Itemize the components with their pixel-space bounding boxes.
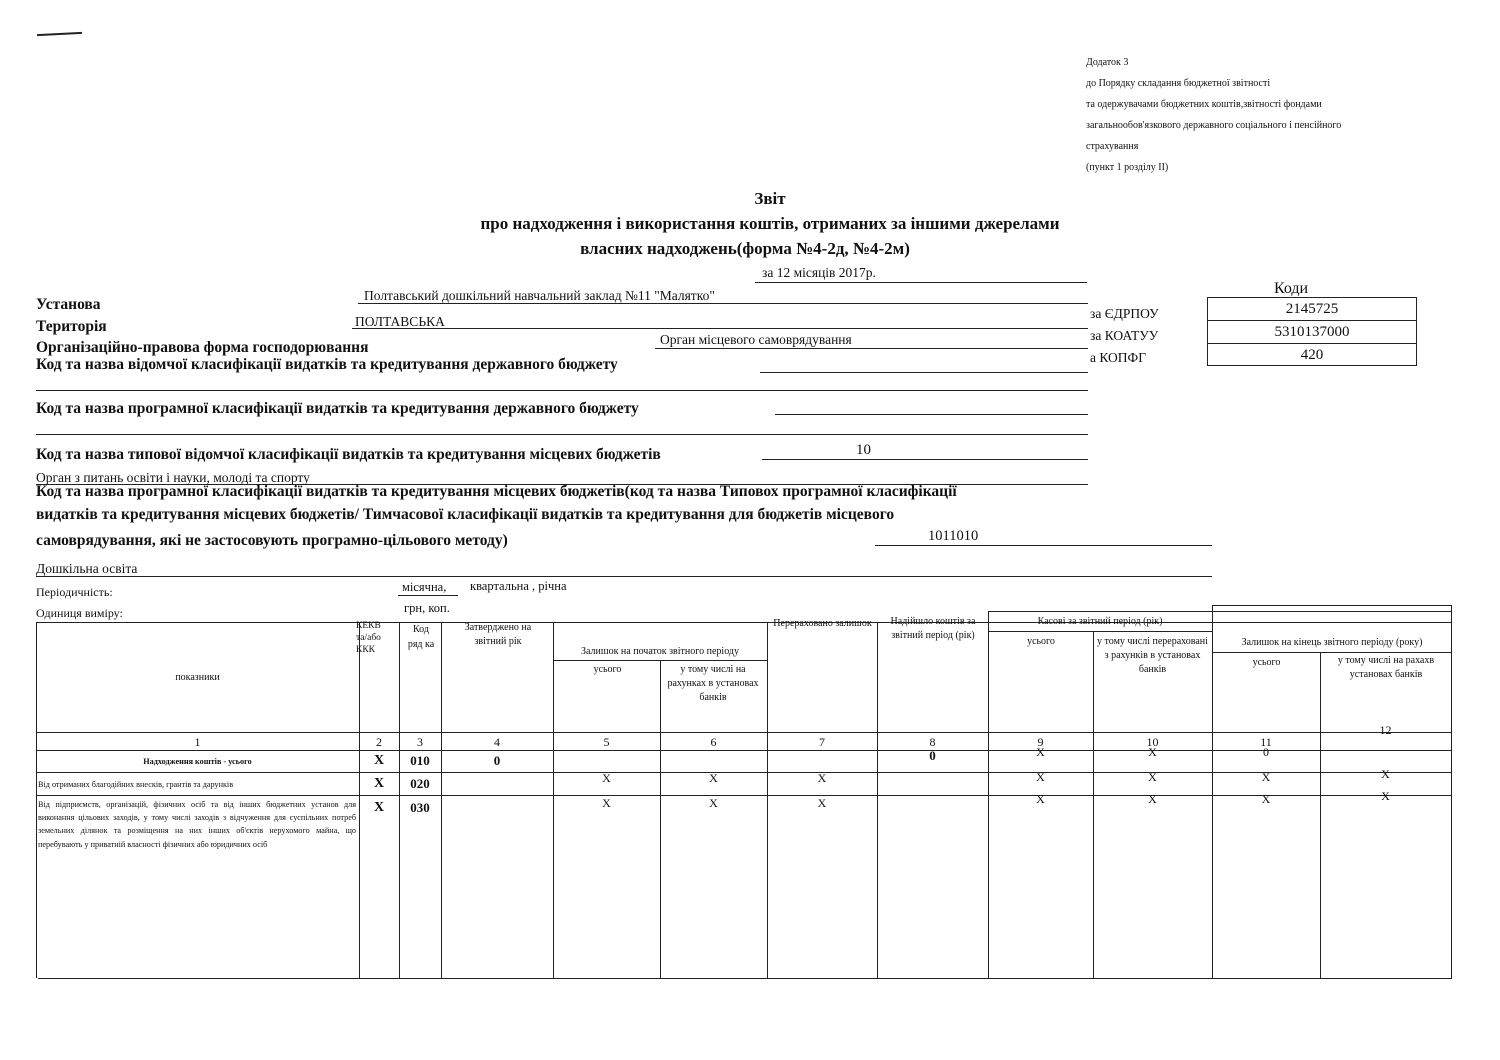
table-cell: Х	[373, 753, 385, 768]
th-balance-start-total: усього	[593, 664, 622, 675]
table-row-label: Від отриманих благодійних внесків, грантів та дарунків	[38, 780, 234, 789]
koatuu-value: 5310137000	[1208, 321, 1416, 344]
table-row-label: Від підприємств, організацій, фізичних осіб та від інших бюджетних установ для виконання цільових заходів, у тому числі заходів з відчуження для суспільних потреб земельних ділянок та розміщення на них інших об'єктів нерухомого майна, що перебувають у приватній власності фізичних або юридичних осіб	[38, 800, 356, 849]
typical-dept-code: 10	[856, 442, 871, 458]
col-number: 5	[603, 735, 610, 749]
th-indicators: показники	[175, 672, 220, 683]
periodicity-value-2: квартальна , річна	[470, 579, 567, 593]
codes-box	[1207, 297, 1417, 366]
edrpou-label: за ЄДРПОУ	[1090, 306, 1159, 321]
table-cell: Х	[817, 771, 827, 785]
local-prog-code: 1011010	[928, 528, 979, 544]
local-prog-name: Дошкільна освіта	[36, 561, 138, 576]
table-cell: Х	[1261, 770, 1271, 784]
th-balance-end-incl: у тому числі на рахахв установах банків	[1337, 655, 1435, 680]
institution-value: Полтавський дошкільний навчальний заклад №11 "Малятко"	[364, 288, 715, 303]
th-code: Код ряд ка	[407, 624, 435, 650]
table-cell: Х	[817, 796, 827, 810]
prog-class-label: Код та назва програмної класифікації видатків та кредитування державного бюджету	[36, 400, 639, 417]
appendix-note	[1086, 52, 1341, 178]
col-number: 11	[1260, 735, 1272, 749]
table-cell: 0	[1263, 745, 1269, 759]
territory-value: ПОЛТАВСЬКА	[355, 314, 445, 329]
th-cash-total: усього	[1027, 636, 1055, 647]
report-subtitle-1: про надходження і використання коштів, отриманих за іншими джерелами	[480, 214, 1060, 233]
periodicity-label: Періодичність:	[36, 585, 113, 599]
report-title: Звіт	[754, 189, 786, 208]
appendix-line: загальнообов'язкового державного соціального і пенсійного	[1086, 120, 1342, 131]
table-cell: Х	[373, 800, 385, 815]
unit-value: грн, коп.	[404, 601, 450, 615]
appendix-line: (пункт 1 розділу II)	[1086, 162, 1169, 173]
table-cell: Х	[1148, 792, 1157, 806]
pen-mark	[37, 32, 82, 36]
table-cell: 030	[410, 800, 430, 815]
local-prog-line-2: видатків та кредитування місцевих бюджетів/ Тимчасової класифікації видатків та кредитування для бюджетів місцевого	[36, 506, 895, 523]
table-cell: Х	[1036, 792, 1045, 806]
col-number: 7	[819, 735, 825, 749]
th-received: Надійшло коштів за звітний період (рік)	[890, 616, 976, 641]
table-cell: 0	[493, 753, 501, 768]
col-number: 1	[194, 735, 201, 749]
table-cell: Х	[709, 771, 718, 785]
th-transferred: Перераховано залишок	[773, 618, 872, 629]
th-kekv: КЕКВ та/або ККК	[356, 621, 381, 655]
table-cell: Х	[1381, 767, 1390, 781]
report-period: за 12 місяців 2017р.	[762, 265, 876, 280]
table-cell: Х	[1036, 770, 1045, 784]
kopfg-value: 420	[1300, 347, 1324, 363]
th-balance-start-bank: у тому числі на рахунках в установах банків	[667, 664, 759, 703]
table-cell: Х	[602, 771, 611, 785]
th-balance-end-total: усього	[1252, 657, 1281, 668]
col-number: 3	[417, 735, 423, 749]
col-number: 8	[929, 735, 936, 749]
typical-dept-name: Орган з питань освіти і науки, молоді та спорту	[36, 470, 310, 485]
th-balance-start: Залишок на початок звітного періоду	[580, 646, 740, 657]
table-cell: Х	[1036, 745, 1045, 759]
table-row-label: Надходження коштів - усього	[143, 757, 252, 766]
table-cell: 020	[410, 776, 430, 791]
periodicity-value-1: місячна,	[402, 580, 447, 594]
koatuu-label: за КОАТУУ	[1090, 328, 1159, 343]
edrpou-value: 2145725	[1208, 298, 1416, 321]
table-cell: Х	[1148, 745, 1157, 759]
org-form-value: Орган місцевого самоврядування	[660, 332, 852, 347]
codes-title: Коди	[1274, 280, 1309, 297]
col-number: 12	[1379, 723, 1392, 737]
kopfg-label: а КОПФГ	[1090, 350, 1147, 365]
org-form-label: Організаційно-правова форма господорювання	[36, 339, 369, 356]
dept-class-label: Код та назва відомчої класифікації видатків та кредитування державного бюджету	[36, 356, 618, 373]
table-cell: Х	[1261, 792, 1271, 806]
th-cash-incl: у тому числі перераховані з рахунків в установах банків	[1097, 636, 1208, 675]
report-subtitle-2: власних надходжень(форма №4-2д, №4-2м)	[580, 239, 910, 258]
local-prog-line-3: самоврядування, які не застосовують програмно-цільового методу)	[36, 532, 508, 549]
col-number: 6	[710, 735, 717, 749]
appendix-line: страхування	[1086, 141, 1139, 152]
th-approved: Затверджено на звітний рік	[464, 622, 532, 647]
local-prog-line-1: Код та назва програмної класифікації видатків та кредитування місцевих бюджетів(код та назва Типовох програмної класифікації	[36, 483, 957, 500]
table-cell: Х	[373, 776, 385, 791]
col-number: 4	[494, 735, 500, 749]
th-balance-end: Залишок на кінець звітного періоду (року)	[1241, 637, 1423, 648]
col-number: 9	[1037, 735, 1044, 749]
appendix-line: до Порядку складання бюджетної звітності	[1086, 78, 1271, 89]
territory-label: Територія	[36, 318, 107, 335]
th-cash: Касові за звітний період (рік)	[1037, 616, 1163, 627]
table-cell: Х	[1148, 770, 1157, 784]
table-cell: Х	[709, 796, 718, 810]
appendix-line: та одержувачами бюджетних коштів,звітності фондами	[1086, 99, 1322, 110]
col-number: 2	[376, 735, 382, 749]
table-cell: 0	[929, 748, 936, 763]
appendix-line: Додаток 3	[1086, 57, 1129, 68]
col-number: 10	[1146, 735, 1159, 749]
typical-dept-label: Код та назва типової відомчої класифікації видатків та кредитування місцевих бюджетів	[36, 446, 661, 463]
table-cell: Х	[1381, 789, 1390, 803]
table-cell: Х	[602, 796, 611, 810]
institution-label: Установа	[36, 296, 101, 313]
unit-label: Одиниця виміру:	[36, 606, 123, 620]
table-cell: 010	[410, 753, 430, 768]
